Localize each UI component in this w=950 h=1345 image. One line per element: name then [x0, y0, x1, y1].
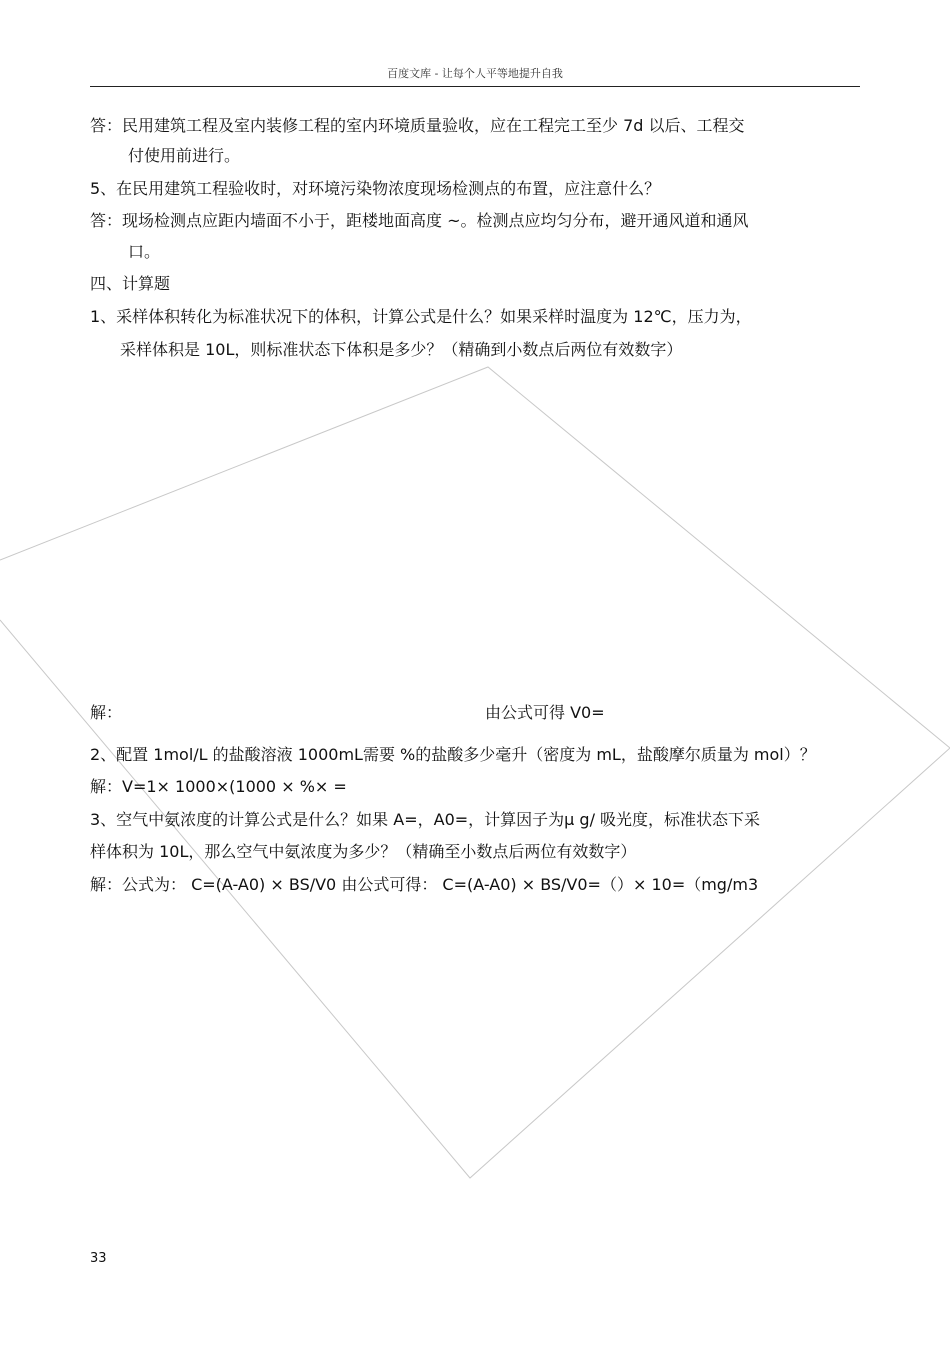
answer-5-line-1: 答：现场检测点应距内墙面不小于，距楼地面高度 ~。检测点应均匀分布，避开通风道和通风	[90, 211, 749, 230]
solution-1-formula: 由公式可得 V0=	[485, 703, 605, 722]
answer-4-line-2: 付使用前进行。	[128, 146, 241, 165]
solution-2: 解：V=1× 1000×(1000 × %× =	[90, 777, 347, 796]
section-heading-calculation: 四、计算题	[90, 274, 171, 293]
page-number: 33	[90, 1251, 107, 1266]
solution-3: 解：公式为： C=(A-A0) × BS/V0 由公式可得： C=(A-A0) × BS/V0=（）× 10=（mg/m3	[90, 875, 759, 894]
calc-question-1-line-2: 采样体积是 10L，则标准状态下体积是多少？（精确到小数点后两位有效数字）	[120, 340, 683, 359]
solution-1-label: 解：	[90, 703, 123, 722]
answer-5-line-2: 口。	[128, 242, 161, 261]
question-5: 5、在民用建筑工程验收时，对环境污染物浓度现场检测点的布置，应注意什么？	[90, 179, 661, 198]
calc-question-2: 2、配置 1mol/L 的盐酸溶液 1000mL需要 %的盐酸多少毫升（密度为 mL，盐酸摩尔质量为 mol）？	[90, 745, 816, 764]
calc-question-3-line-1: 3、空气中氨浓度的计算公式是什么？如果 A=，A0=，计算因子为μ g/ 吸光度，标准状态下采	[90, 810, 761, 829]
calc-question-1-line-1: 1、采样体积转化为标准状况下的体积，计算公式是什么？如果采样时温度为 12℃，压力为，	[90, 307, 752, 326]
page-header: 百度文库 - 让每个人平等地提升自我	[90, 66, 860, 87]
calc-question-3-line-2: 样体积为 10L，那么空气中氨浓度为多少？（精确至小数点后两位有效数字）	[90, 842, 637, 861]
answer-4-line-1: 答：民用建筑工程及室内装修工程的室内环境质量验收，应在工程完工至少 7d 以后、工程交	[90, 116, 745, 135]
